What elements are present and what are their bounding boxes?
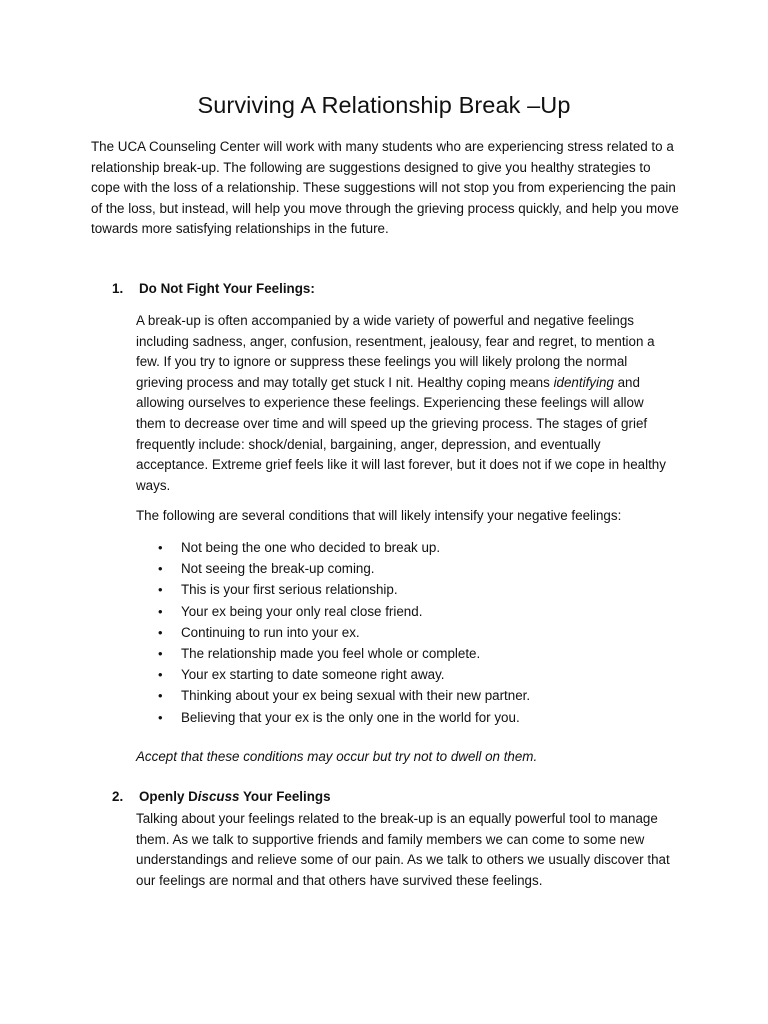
section-1-paragraph-1-part-b: and allowing ourselves to experience these feelings. Experiencing these feelings will allow them to decrease over time and will speed up the grieving process. The stages of grief frequently include: shock/denial, bargaining, anger, depression, and eventually acceptance. Extreme grief feels like it will last forever, but it does not if we cope in healthy ways. [136, 374, 666, 493]
section-2-heading-part-2: Your Feelings [239, 789, 331, 804]
bullet-icon: • [158, 709, 163, 725]
bullet-icon: • [158, 667, 163, 683]
bullet-icon: • [158, 688, 163, 704]
bullet-icon: • [158, 603, 163, 619]
list-item [136, 537, 676, 558]
section-2-heading [112, 789, 331, 804]
list-item [136, 643, 676, 664]
section-2-heading-emphasis: iscuss [197, 789, 240, 804]
section-2-heading-part-1: Openly D [139, 789, 198, 804]
conditions-list [136, 537, 676, 728]
list-item-text: Thinking about your ex being sexual with their new partner. [181, 688, 531, 704]
section-2-paragraph: Talking about your feelings related to the break-up is an equally powerful tool to manage them. As we talk to supportive friends and family members we can come to some new understandings and relieve some of our pain. As we talk to others we usually discover that our feelings are normal and that others have survived these feelings. [136, 811, 670, 888]
bullet-icon: • [158, 645, 163, 661]
list-item-text: The relationship made you feel whole or complete. [181, 645, 481, 661]
section-2-number: 2. [112, 789, 124, 804]
list-item [136, 664, 676, 685]
list-item [136, 707, 676, 728]
intro-paragraph: The UCA Counseling Center will work with many students who are experiencing stress related to a relationship break-up. The following are suggestions designed to give you healthy strategies to cope with the loss of a relationship. These suggestions will not stop you from experiencing the pain of the loss, but instead, will help you move through the grieving process quickly, and help you move towards more satisfying relationships in the future. [91, 139, 679, 237]
list-item [136, 685, 676, 706]
list-item-text: Not being the one who decided to break up. [181, 540, 441, 555]
list-item-text: This is your first serious relationship. [181, 582, 398, 598]
list-item [136, 579, 676, 600]
list-item [136, 558, 676, 579]
section-1-paragraph-1-part-a: A break-up is often accompanied by a wide variety of powerful and negative feelings including sadness, anger, confusion, resentment, jealousy, fear and regret, to mention a few. If you try to ignore or suppress these feelings you will likely prolong the normal grieving process and may totally get stuck I nit. Healthy coping means [136, 313, 655, 390]
document-title: Surviving A Relationship Break –Up [197, 92, 571, 118]
section-1-paragraph-1 [136, 311, 676, 496]
section-1-number: 1. [112, 281, 124, 296]
bullet-icon: • [158, 624, 163, 640]
list-item-text: Your ex being your only real close friend. [181, 603, 423, 619]
bullet-icon: • [158, 540, 163, 555]
list-item [136, 622, 676, 643]
list-item-text: Your ex starting to date someone right away. [181, 667, 445, 683]
section-1-heading [112, 281, 315, 296]
list-item-text: Not seeing the break-up coming. [181, 561, 375, 577]
bullet-icon: • [158, 561, 163, 577]
section-1-paragraph-2: The following are several conditions that will likely intensify your negative feelings: [136, 508, 622, 523]
list-item-text: Believing that your ex is the only one in the world for you. [181, 709, 520, 725]
section-1-closing-note: Accept that these conditions may occur but try not to dwell on them. [136, 749, 538, 764]
section-1-heading-text: Do Not Fight Your Feelings: [139, 281, 315, 296]
list-item [136, 601, 676, 622]
list-item-text: Continuing to run into your ex. [181, 624, 360, 640]
section-1-paragraph-1-emphasis: identifying [553, 374, 614, 390]
bullet-icon: • [158, 582, 163, 598]
